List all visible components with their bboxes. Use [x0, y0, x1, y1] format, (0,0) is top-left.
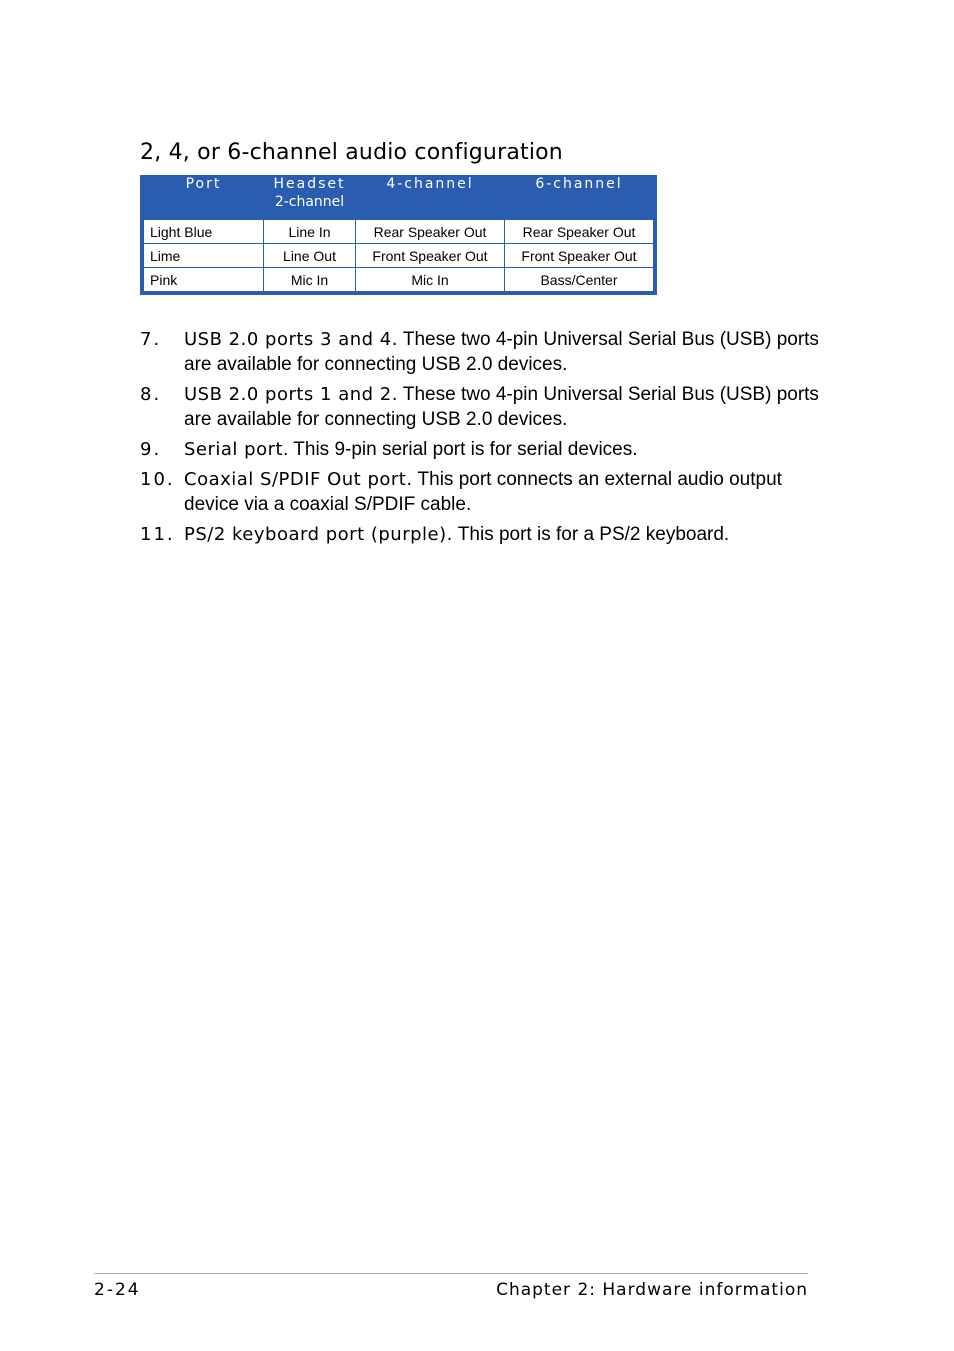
table-cell: Pink — [144, 268, 264, 292]
audio-config-table — [140, 175, 657, 295]
table-cell: Front Speaker Out — [356, 244, 505, 268]
table-cell: Line In — [264, 220, 356, 244]
table-cell: Lime — [144, 244, 264, 268]
item-number: 10. — [140, 469, 175, 490]
item-heading: USB 2.0 ports 3 and 4. — [184, 329, 398, 350]
item-heading: Coaxial S/PDIF Out port. — [184, 469, 413, 490]
table-cell: Front Speaker Out — [505, 244, 654, 268]
item-heading: Serial port — [184, 439, 284, 460]
header-headset: Headset 2-channel — [264, 175, 356, 220]
item-text: These two 4-pin Universal Serial Bus (USB) ports are available for connecting USB 2.0 devices. — [184, 329, 819, 375]
item-heading: PS/2 keyboard port (purple). — [184, 524, 453, 545]
table-header-row — [144, 175, 654, 220]
page-number: 2-24 — [94, 1280, 141, 1300]
section-title: 2, 4, or 6-channel audio configuration — [140, 140, 563, 165]
list-item — [140, 467, 820, 517]
table-cell: Line Out — [264, 244, 356, 268]
table-cell: Mic In — [356, 268, 505, 292]
table-cell: Bass/Center — [505, 268, 654, 292]
header-headset-sub: 2-channel — [274, 194, 345, 210]
table-cell: Rear Speaker Out — [505, 220, 654, 244]
footer-divider — [94, 1273, 808, 1274]
header-4-channel: 4-channel — [386, 176, 474, 192]
item-number: 8. — [140, 384, 162, 405]
table-row — [144, 220, 654, 244]
item-number: 11. — [140, 524, 175, 545]
header-6-channel: 6-channel — [535, 176, 623, 192]
list-item — [140, 327, 820, 377]
table-row — [144, 268, 654, 292]
chapter-title: Chapter 2: Hardware information — [496, 1280, 808, 1300]
list-item — [140, 382, 820, 432]
table-cell: Light Blue — [144, 220, 264, 244]
item-text: . This 9-pin serial port is for serial devices. — [283, 439, 638, 460]
item-number: 7. — [140, 329, 162, 350]
list-item — [140, 522, 820, 547]
table-row — [144, 244, 654, 268]
port-description-list — [140, 327, 820, 552]
table-cell: Rear Speaker Out — [356, 220, 505, 244]
list-item — [140, 437, 820, 462]
header-port: Port — [185, 176, 222, 192]
item-heading: USB 2.0 ports 1 and 2. — [184, 384, 398, 405]
table-cell: Mic In — [264, 268, 356, 292]
item-text: This port connects an external audio output device via a coaxial S/PDIF cable. — [184, 469, 782, 515]
item-text: These two 4-pin Universal Serial Bus (USB) ports are available for connecting USB 2.0 devices. — [184, 384, 819, 430]
item-text: This port is for a PS/2 keyboard. — [452, 524, 730, 545]
item-number: 9. — [140, 439, 162, 460]
